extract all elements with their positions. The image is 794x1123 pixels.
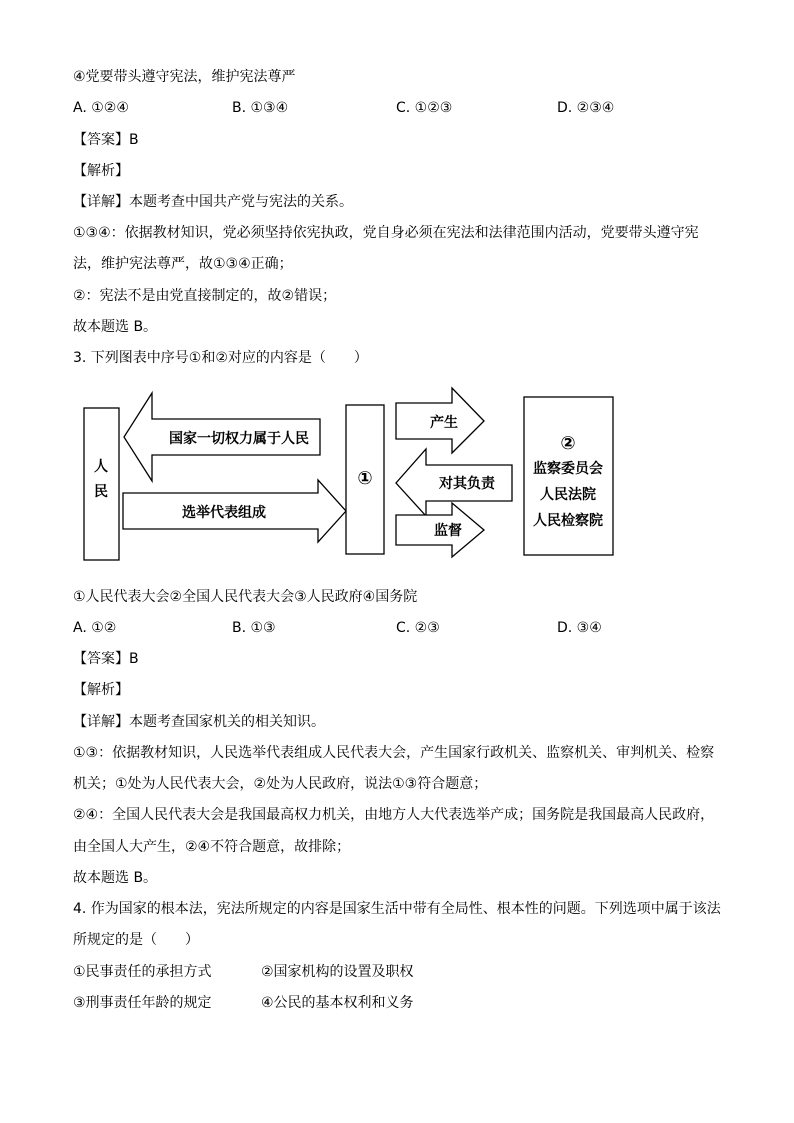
option-c: C. ②③ (396, 620, 440, 636)
question-3-stem: 3. 下列图表中序号①和②对应的内容是（ ） (73, 350, 368, 366)
option-a: A. ①②④ (73, 100, 129, 116)
option-b: B. ①③ (232, 620, 276, 636)
detail-text: 【详解】本题考查国家机关的相关知识。 (73, 714, 325, 730)
option-a: A. ①② (73, 620, 117, 636)
state-organs-diagram (82, 383, 622, 563)
explanation-paragraph: ①③④：依据教材知识，党必须坚持依宪执政，党自身必须在宪法和法律范围内活动，党要带头遵守宪 (73, 225, 699, 241)
q4-option: ②国家机构的设置及职权 (261, 964, 414, 980)
statement-4: ④党要带头遵守宪法，维护宪法尊严 (73, 69, 296, 85)
produce-label: 产生 (430, 415, 458, 431)
option-b: B. ①③④ (232, 100, 289, 116)
option-c: C. ①②③ (396, 100, 453, 116)
question-4-stem: 4. 作为国家的根本法，宪法所规定的内容是国家生活中带有全局性、根本性的问题。下列选项中属于该法 (73, 901, 721, 917)
power-arrow-label: 国家一切权力属于人民 (169, 431, 309, 447)
analysis-label: 【解析】 (73, 682, 129, 698)
people-label-1: 人 (94, 459, 108, 475)
explanation-paragraph: 机关；①处为人民代表大会，②处为人民政府，说法①③符合题意； (73, 776, 488, 792)
explanation-paragraph: 法，维护宪法尊严，故①③④正确； (73, 256, 293, 272)
organ-label: 人民检察院 (533, 513, 603, 529)
conclusion-text: 故本题选 B。 (73, 870, 158, 886)
people-label-2: 民 (94, 484, 108, 500)
explanation-paragraph: ②④：全国人民代表大会是我国最高权力机关，由地方人大代表选举产成；国务院是我国最高人民政府， (73, 807, 715, 823)
q4-option: ①民事责任的承担方式 (73, 964, 212, 980)
q4-option: ④公民的基本权利和义务 (261, 995, 414, 1011)
q4-option: ③刑事责任年龄的规定 (73, 995, 212, 1011)
detail-text: 【详解】本题考查中国共产党与宪法的关系。 (73, 194, 353, 210)
responsible-label: 对其负责 (439, 476, 495, 492)
answer-label: 【答案】B (73, 651, 139, 667)
center-label: ① (357, 468, 373, 489)
organ-label: 监察委员会 (533, 461, 603, 477)
diagram-svg (82, 383, 622, 563)
organ-label: 人民法院 (540, 487, 596, 503)
organs-number: ② (560, 433, 576, 454)
option-d: D. ③④ (557, 620, 602, 636)
choices-list: ①人民代表大会②全国人民代表大会③人民政府④国务院 (73, 589, 418, 605)
answer-label: 【答案】B (73, 132, 139, 148)
option-d: D. ②③④ (557, 100, 615, 116)
explanation-paragraph: 由全国人大产生，②④不符合题意，故排除； (73, 839, 351, 855)
question-4-stem: 所规定的是（ ） (73, 932, 199, 948)
conclusion-text: 故本题选 B。 (73, 319, 158, 335)
analysis-label: 【解析】 (73, 163, 129, 179)
explanation-paragraph: ②：宪法不是由党直接制定的，故②错误； (73, 288, 337, 304)
supervise-label: 监督 (434, 523, 462, 539)
explanation-paragraph: ①③：依据教材知识，人民选举代表组成人民代表大会，产生国家行政机关、监察机关、审判机关、检察 (73, 745, 715, 761)
elect-arrow-label: 选举代表组成 (182, 505, 266, 521)
